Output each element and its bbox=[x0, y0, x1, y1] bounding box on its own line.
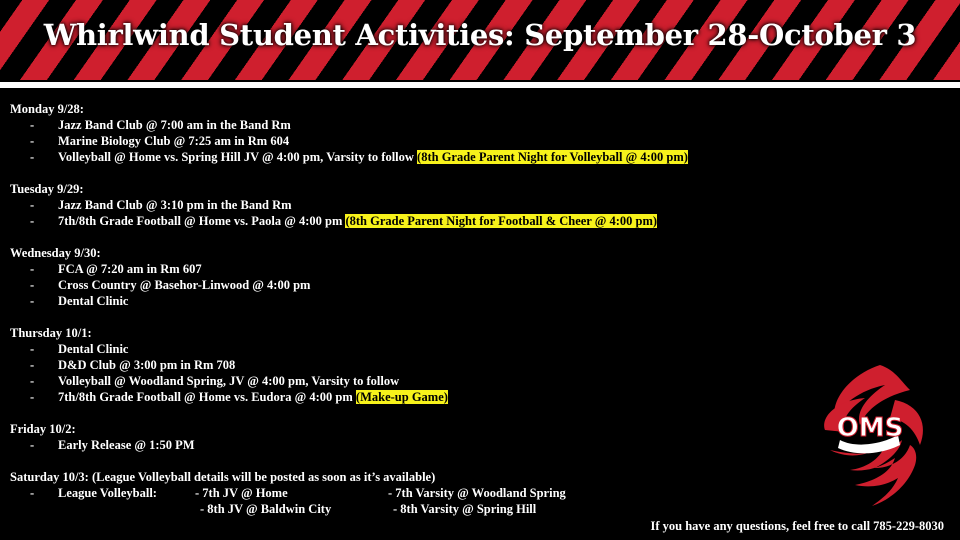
list-item bbox=[10, 341, 810, 357]
day-heading: Saturday 10/3: (League Volleyball details will be posted as soon as it’s available) bbox=[10, 470, 436, 484]
bullet-dash: - bbox=[30, 278, 35, 292]
bullet-dash: - bbox=[30, 134, 35, 148]
header-divider bbox=[0, 82, 960, 88]
bullet-dash: - bbox=[30, 390, 35, 404]
bullet-dash: - bbox=[30, 374, 35, 388]
whirlwind-logo-icon bbox=[810, 360, 930, 510]
league-row bbox=[10, 501, 810, 517]
list-item bbox=[10, 373, 810, 389]
item-text: Volleyball @ Home vs. Spring Hill JV @ 4:00 pm, Varsity to follow bbox=[58, 150, 418, 164]
item-text: D&D Club @ 3:00 pm in Rm 708 bbox=[58, 358, 236, 372]
schedule bbox=[10, 101, 810, 517]
bullet-dash: - bbox=[30, 486, 35, 500]
list-item bbox=[10, 389, 810, 405]
spacer bbox=[10, 309, 810, 325]
spacer bbox=[10, 165, 810, 181]
list-item bbox=[10, 117, 810, 133]
list-item bbox=[10, 357, 810, 373]
header-banner bbox=[0, 0, 960, 80]
spacer bbox=[10, 229, 810, 245]
list-item bbox=[10, 213, 810, 229]
bullet-dash: - bbox=[30, 358, 35, 372]
bullet-dash: - bbox=[30, 262, 35, 276]
highlight-note: (8th Grade Parent Night for Volleyball @ 4:00 pm) bbox=[417, 150, 688, 164]
league-row bbox=[10, 485, 810, 501]
highlight-note: (Make-up Game) bbox=[355, 390, 448, 404]
league-game: - 8th Varsity @ Spring Hill bbox=[393, 502, 537, 516]
spacer bbox=[10, 405, 810, 421]
list-item bbox=[10, 149, 810, 165]
item-text: FCA @ 7:20 am in Rm 607 bbox=[58, 262, 202, 276]
list-item bbox=[10, 261, 810, 277]
bullet-dash: - bbox=[30, 438, 35, 452]
day-wednesday bbox=[10, 245, 810, 309]
item-text: Marine Biology Club @ 7:25 am in Rm 604 bbox=[58, 134, 290, 148]
item-text: Early Release @ 1:50 PM bbox=[58, 438, 195, 452]
contact-note: If you have any questions, feel free to call 785-229-8030 bbox=[650, 519, 944, 533]
item-text: Cross Country @ Basehor-Linwood @ 4:00 pm bbox=[58, 278, 311, 292]
bullet-dash: - bbox=[30, 342, 35, 356]
list-item bbox=[10, 133, 810, 149]
highlight-note: (8th Grade Parent Night for Football & Cheer @ 4:00 pm) bbox=[345, 214, 658, 228]
day-heading: Monday 9/28: bbox=[10, 102, 84, 116]
list-item bbox=[10, 197, 810, 213]
league-game: - 7th Varsity @ Woodland Spring bbox=[388, 486, 566, 500]
item-text: Volleyball @ Woodland Spring, JV @ 4:00 pm, Varsity to follow bbox=[58, 374, 400, 388]
day-tuesday bbox=[10, 181, 810, 229]
league-game: - 7th JV @ Home bbox=[195, 486, 288, 500]
day-heading: Thursday 10/1: bbox=[10, 326, 92, 340]
bullet-dash: - bbox=[30, 214, 35, 228]
day-thursday bbox=[10, 325, 810, 405]
item-text: Jazz Band Club @ 7:00 am in the Band Rm bbox=[58, 118, 291, 132]
item-text: 7th/8th Grade Football @ Home vs. Paola @ 4:00 pm bbox=[58, 214, 346, 228]
list-item bbox=[10, 277, 810, 293]
day-heading: Tuesday 9/29: bbox=[10, 182, 84, 196]
page-title: Whirlwind Student Activities: September 28-October 3 bbox=[43, 18, 917, 52]
item-text: 7th/8th Grade Football @ Home vs. Eudora @ 4:00 pm bbox=[58, 390, 356, 404]
bullet-dash: - bbox=[30, 198, 35, 212]
item-text: Jazz Band Club @ 3:10 pm in the Band Rm bbox=[58, 198, 292, 212]
league-label: League Volleyball: bbox=[58, 486, 157, 500]
bullet-dash: - bbox=[30, 294, 35, 308]
logo-text: OMS bbox=[836, 413, 904, 443]
spacer bbox=[10, 453, 810, 469]
item-text: Dental Clinic bbox=[58, 294, 129, 308]
item-text: Dental Clinic bbox=[58, 342, 129, 356]
day-saturday bbox=[10, 469, 810, 517]
list-item bbox=[10, 437, 810, 453]
day-heading: Wednesday 9/30: bbox=[10, 246, 101, 260]
list-item bbox=[10, 293, 810, 309]
day-monday bbox=[10, 101, 810, 165]
bullet-dash: - bbox=[30, 118, 35, 132]
bullet-dash: - bbox=[30, 150, 35, 164]
day-friday bbox=[10, 421, 810, 453]
league-game: - 8th JV @ Baldwin City bbox=[200, 502, 332, 516]
day-heading: Friday 10/2: bbox=[10, 422, 76, 436]
